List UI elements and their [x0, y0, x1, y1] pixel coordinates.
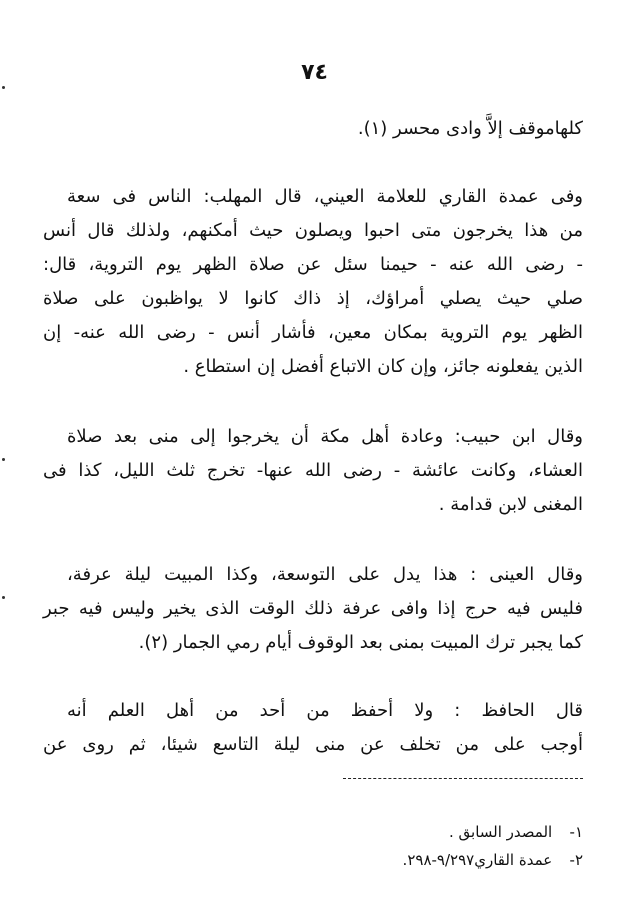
- paragraph-2-line-3: - رضى الله عنه - حيمنا سئل عن صلاة الظهر يوم التروية، قال:: [43, 254, 583, 275]
- paragraph-2-line-5: الظهر يوم التروية بمكان معين، فأشار أنس - رضى الله عنه- إن: [43, 322, 583, 343]
- scan-mark: [2, 458, 5, 461]
- paragraph-3-line-3: المغنى لابن قدامة .: [438, 494, 583, 515]
- paragraph-5-line-1: قال الحافظ : ولا أحفظ من أحد من أهل العلم أنه: [67, 700, 583, 721]
- footnote-separator: [343, 778, 583, 779]
- paragraph-4-line-2: فليس فيه حرج إذا وافى عرفة ذلك الوقت الذى يخير وليس فيه جبر: [43, 598, 583, 619]
- footnote-1-text: المصدر السابق .: [449, 823, 553, 841]
- paragraph-2-line-1: وفى عمدة القاري للعلامة العيني، قال المهلب: الناس فى سعة: [67, 186, 583, 207]
- paragraph-2-line-2: من هذا يخرجون متى احبوا ويصلون حيث أمكنهم، ولذلك قال أنس: [43, 220, 583, 241]
- footnote-1: [43, 822, 583, 842]
- paragraph-1-line-1: كلهاموقف إلاَّ وادى محسر (١).: [357, 118, 583, 139]
- paragraph-4-line-1: وقال العينى : هذا يدل على التوسعة، وكذا المبيت ليلة عرفة،: [67, 564, 583, 585]
- paragraph-3-line-1: وقال ابن حبيب: وعادة أهل مكة أن يخرجوا إلى منى بعد صلاة: [67, 426, 583, 447]
- footnote-2: [43, 850, 583, 870]
- footnote-2-text: عمدة القاري٩/٢٩٧-٢٩٨.: [402, 851, 553, 869]
- paragraph-2-line-6: الذين يفعلونه جائز، وإن كان الاتباع أفضل إن استطاع .: [183, 356, 583, 377]
- page-number: ٧٤: [301, 60, 328, 85]
- scan-mark: [2, 596, 5, 599]
- paragraph-2-line-4: صلي حيث يصلي أمراؤك، إذ ذاك كانوا لا يواظبون على صلاة: [43, 288, 583, 309]
- scan-mark: [2, 86, 5, 89]
- paragraph-3-line-2: العشاء، وكانت عائشة - رضى الله عنها- تخرج ثلث الليل، كذا فى: [43, 460, 583, 481]
- footnote-1-number: ١-: [569, 823, 583, 841]
- footnote-2-number: ٢-: [569, 851, 583, 869]
- paragraph-5-line-2: أوجب على من تخلف عن منى ليلة التاسع شيئا، ثم روى عن: [43, 734, 583, 755]
- paragraph-4-line-3: كما يجبر ترك المبيت بمنى بعد الوقوف أيام رمي الجمار (٢).: [138, 632, 583, 653]
